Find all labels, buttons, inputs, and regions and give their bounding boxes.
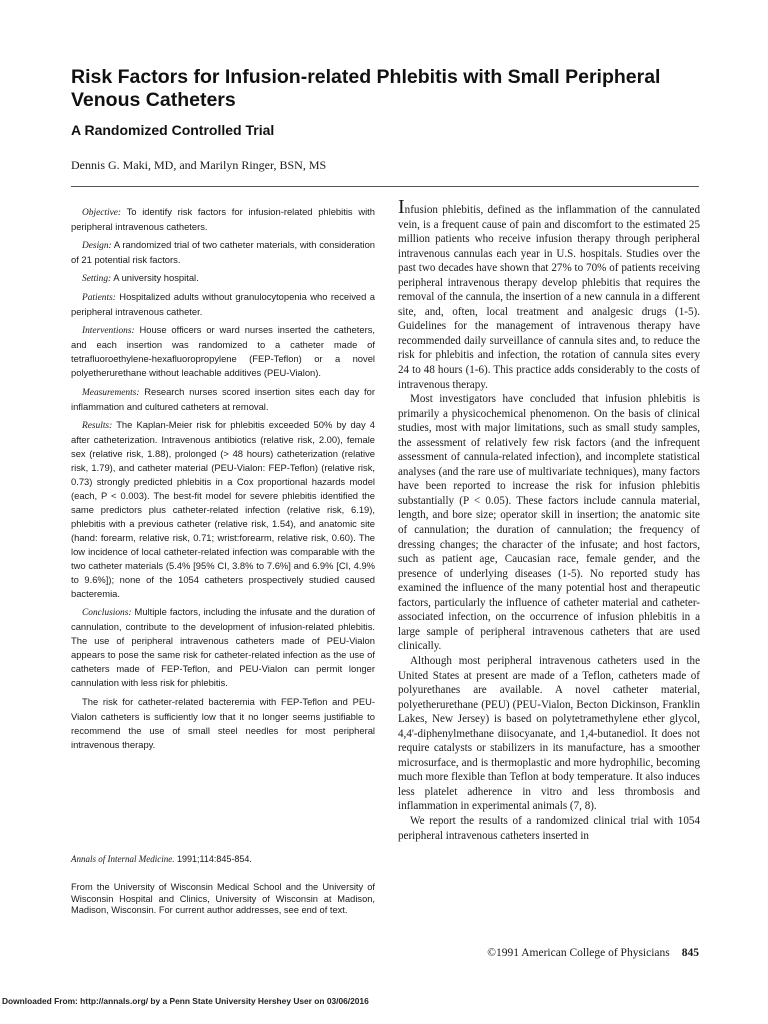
- body-paragraph: Most investigators have concluded that infusion phlebitis is primarily a physicochemical phenomenon. On the basis of clinical studies, most with major limitations, such as small study samples, the assessment of relatively few risk factors (and the infrequent assessment of cannula-related infection), and incomplete statistical analyses (and the rare use of multivariate techniques), many factors have been reported to increase the risk for infusion phlebitis substantially (P < 0.05). These factors include cannula material, length, and bore size; operator skill in insertion; the anatomic site of cannulation; the duration of cannulation; the frequency of dressing changes; the character of the infusate; and host factors, such as patient age, Caucasian race, female gender, and the presence of underlying diseases (1-5). No reported study has examined the influence of the many potential host and therapeutic factors, particularly the influence of catheter material and catheter-associated infection, on the occurrence of infusion phlebitis in a large sample of peripheral intravenous catheters that are used clinically.: [398, 393, 700, 653]
- article-subtitle: A Randomized Controlled Trial: [71, 122, 275, 138]
- body-paragraph: We report the results of a randomized clinical trial with 1054 peripheral intravenous catheters inserted in: [398, 814, 700, 842]
- abstract-paragraph: [71, 205, 375, 234]
- abstract-heading: Setting:: [82, 274, 112, 285]
- abstract-heading: Results:: [82, 420, 113, 431]
- abstract-heading: Conclusions:: [82, 608, 132, 619]
- copyright-notice: ©1991 American College of Physicians: [487, 947, 670, 959]
- abstract-text: Research nurses scored insertion sites each day for inflammation and cultured catheters at removal.: [71, 385, 375, 412]
- abstract: [71, 205, 375, 756]
- abstract-text: Hospitalized adults without granulocytopenia who received a peripheral intravenous catheter.: [71, 291, 375, 318]
- journal-citation: [71, 853, 252, 865]
- abstract-paragraph: [71, 271, 375, 286]
- body-paragraph: Although most peripheral intravenous catheters used in the United States at present are made of a Teflon, catheters made of polyurethanes are available. A novel catheter material, polyetherurethane (PEU) (PEU-Vialon, Becton Dickinson, Franklin Lakes, New Jersey) is based on polytetramethylene ether glycol, 4,4'-diphenylmethane diisocyanate, and 1,4-butanediol. It does not require catalysts or stabilizers in its manufacture, has a smoother microsurface, and is thermoplastic and more hydrophilic, becoming much more flexible than Teflon at body temperature. It also induces less platelet adherence in vitro and less thrombosis and inflammation in experimental animals (7, 8).: [398, 654, 700, 813]
- abstract-text: A university hospital.: [111, 272, 199, 284]
- abstract-heading: Interventions:: [82, 326, 135, 337]
- author-line: Dennis G. Maki, MD, and Marilyn Ringer, BSN, MS: [71, 158, 327, 172]
- affiliation-note: From the University of Wisconsin Medical School and the University of Wisconsin Hospital and Clinics, University of Wisconsin at Madison, Madison, Wisconsin. For current author addresses, see end of text.: [71, 882, 375, 915]
- body-column: [398, 196, 700, 843]
- abstract-paragraph: [71, 290, 375, 319]
- article-title: Risk Factors for Infusion-related Phlebitis with Small Peripheral Venous Catheters: [71, 66, 661, 111]
- abstract-heading: Measurements:: [82, 387, 140, 398]
- abstract-text: Multiple factors, including the infusate and the duration of cannulation, contribute to the development of infusion-related phlebitis. The use of peripheral intravenous catheters made of PEU-Vialon appears to pose the same risk for catheter-related infection as the use of catheters made of FEP-Teflon, and PEU-Vialon can permit longer cannulation with less risk for phlebitis.: [71, 606, 375, 689]
- journal-name: Annals of Internal Medicine.: [71, 854, 175, 864]
- abstract-text: To identify risk factors for infusion-related phlebitis with peripheral intravenous catheters.: [71, 206, 375, 233]
- abstract-text: The Kaplan-Meier risk for phlebitis exceeded 50% by day 4 after catheterization. Intravenous antibiotics (relative risk, 2.00), female sex (relative risk, 1.88), prolonged (> 48 hours) catheterization (relative risk, 1.79), and catheter material (PEU-Vialon: FEP-Teflon) (relative risk, 0.73) strongly predicted phlebitis in a Cox proportional hazards model (each, P < 0.003). The best-fit model for severe phlebitis identified the same predictors plus catheter-related infection (relative risk, 6.19), phlebitis with a previous catheter (relative risk, 1.54), and anatomic site (hand: forearm, relative risk, 0.71; wrist:forearm, relative risk, 0.60). The low incidence of local catheter-related infection was comparable with the two catheter materials (5.4% [95% CI, 3.8% to 7.6%] and 6.9% [CI, 4.9% to 9.6%]); none of the 1054 catheters prospectively studied caused bacteremia.: [71, 418, 375, 600]
- abstract-text: The risk for catheter-related bacteremia with FEP-Teflon and PEU-Vialon catheters is sufficiently low that it no longer seems justifiable to recommend the use of small steel needles for most peripheral intravenous therapy.: [71, 695, 375, 750]
- drop-cap: I: [398, 196, 405, 218]
- abstract-text: A randomized trial of two catheter materials, with consideration of 21 potential risk factors.: [71, 239, 375, 266]
- abstract-heading: Objective:: [82, 208, 122, 218]
- abstract-paragraph: [71, 385, 375, 414]
- abstract-paragraph: [71, 605, 375, 690]
- citation-details: 1991;114:845-854.: [174, 854, 252, 864]
- abstract-paragraph: [71, 418, 375, 602]
- download-notice: Downloaded From: http://annals.org/ by a Penn State University Hershey User on 03/06/2016: [2, 996, 369, 1006]
- abstract-paragraph: [71, 323, 375, 380]
- body-text: nfusion phlebitis, defined as the inflammation of the cannulated vein, is a frequent cause of pain and discomfort to the estimated 25 million patients who receive infusion therapy through peripheral intravenous cannulas each year in U.S. hospitals. Studies over the past two decades have shown that 27% to 70% of patients receiving peripheral intravenous therapy develop phlebitis that requires the removal of the cannula, the insertion of a new cannula in a different site, and, often, local treatment and analgesic drugs (1-5). Guidelines for the management of intravenous therapy have recommended daily surveillance of cannula sites and, to reduce the risk for phlebitis and infection, the rotation of cannula sites every 24 to 48 hours (1-6). This practice adds considerably to the costs of intravenous therapy.: [398, 204, 700, 391]
- abstract-heading: Patients:: [82, 293, 116, 304]
- abstract-heading: Design:: [82, 241, 112, 252]
- abstract-paragraph: [71, 695, 375, 752]
- page-number: 845: [681, 947, 699, 959]
- header-rule: [71, 186, 699, 187]
- abstract-text: House officers or ward nurses inserted the catheters, and each insertion was randomized to a catheter made of tetrafluoroethylene-hexafluoropropylene (FEP-Teflon) or a novel polyetherurethane without leachable additives (PEU-Vialon).: [71, 324, 375, 379]
- abstract-paragraph: [71, 238, 375, 267]
- page-footer: [487, 946, 699, 960]
- body-paragraph: [398, 196, 700, 392]
